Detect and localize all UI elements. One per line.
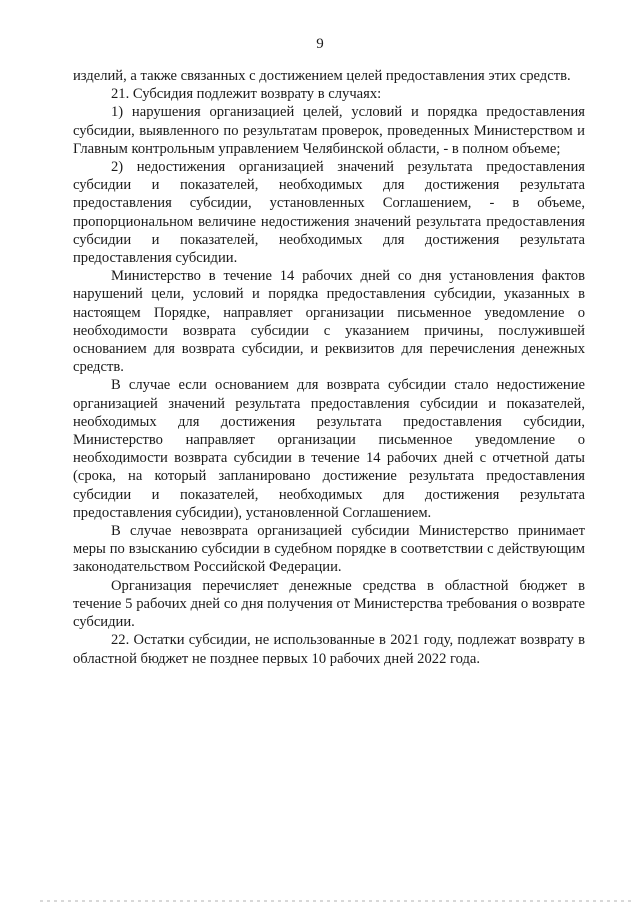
paragraph-item-1: 1) нарушения организацией целей, условий и порядка предоставления субсидии, выявленного по результатам проверок, проведенных Министерством и Главным контрольным управлением Челябинской области, - в полном объеме;	[73, 104, 585, 157]
paragraph-non-achievement: В случае если основанием для возврата субсидии стало недостижение организацией значений результата предоставления субсидии и показателей, необходимых для достижения результата предоставления субсидии, Министерство направляет организации письменное уведомление о необходимости возврата субсидии в течение 14 рабочих дней с отчетной даты (срока, на который запланировано достижение результата предоставления субсидии и показателей, необходимых для достижения результата предоставления субсидии), установленной Соглашением.	[73, 377, 585, 521]
page-number: 9	[316, 36, 324, 52]
paragraph-transfer: Организация перечисляет денежные средства в областной бюджет в течение 5 рабочих дней со дня получения от Министерства требования о возврате субсидии.	[73, 577, 585, 631]
paragraph-item-2: 2) недостижения организацией значений результата предоставления субсидии и показателей, необходимых для достижения результата предоставления субсидии, установленных Соглашением, - в объеме, пропорциональном величине недостижения значений результата предоставления субсидии и показателей, необходимых для достижения результата предоставления субсидии.	[73, 159, 585, 267]
paragraph-ministry-notice: Министерство в течение 14 рабочих дней со дня установления фактов нарушений цели, условий и порядка предоставления субсидии, указанных в настоящем Порядке, направляет организации письменное уведомление о необходимости возврата субсидии с указанием причины, послужившей основанием для возврата субсидии, и реквизитов для перечисления денежных средств.	[73, 268, 585, 376]
paragraph-continuation: изделий, а также связанных с достижением целей предоставления этих средств.	[73, 68, 571, 84]
scan-bottom-edge	[40, 900, 632, 902]
document-body	[73, 67, 585, 668]
paragraph-clause-22: 22. Остатки субсидии, не использованные в 2021 году, подлежат возврату в областной бюджет не позднее первых 10 рабочих дней 2022 года.	[73, 632, 585, 667]
paragraph-non-return: В случае невозврата организацией субсидии Министерство принимает меры по взысканию субсидии в судебном порядке в соответствии с действующим законодательством Российской Федерации.	[73, 523, 585, 576]
paragraph-clause-21: 21. Субсидия подлежит возврату в случаях:	[111, 86, 382, 103]
